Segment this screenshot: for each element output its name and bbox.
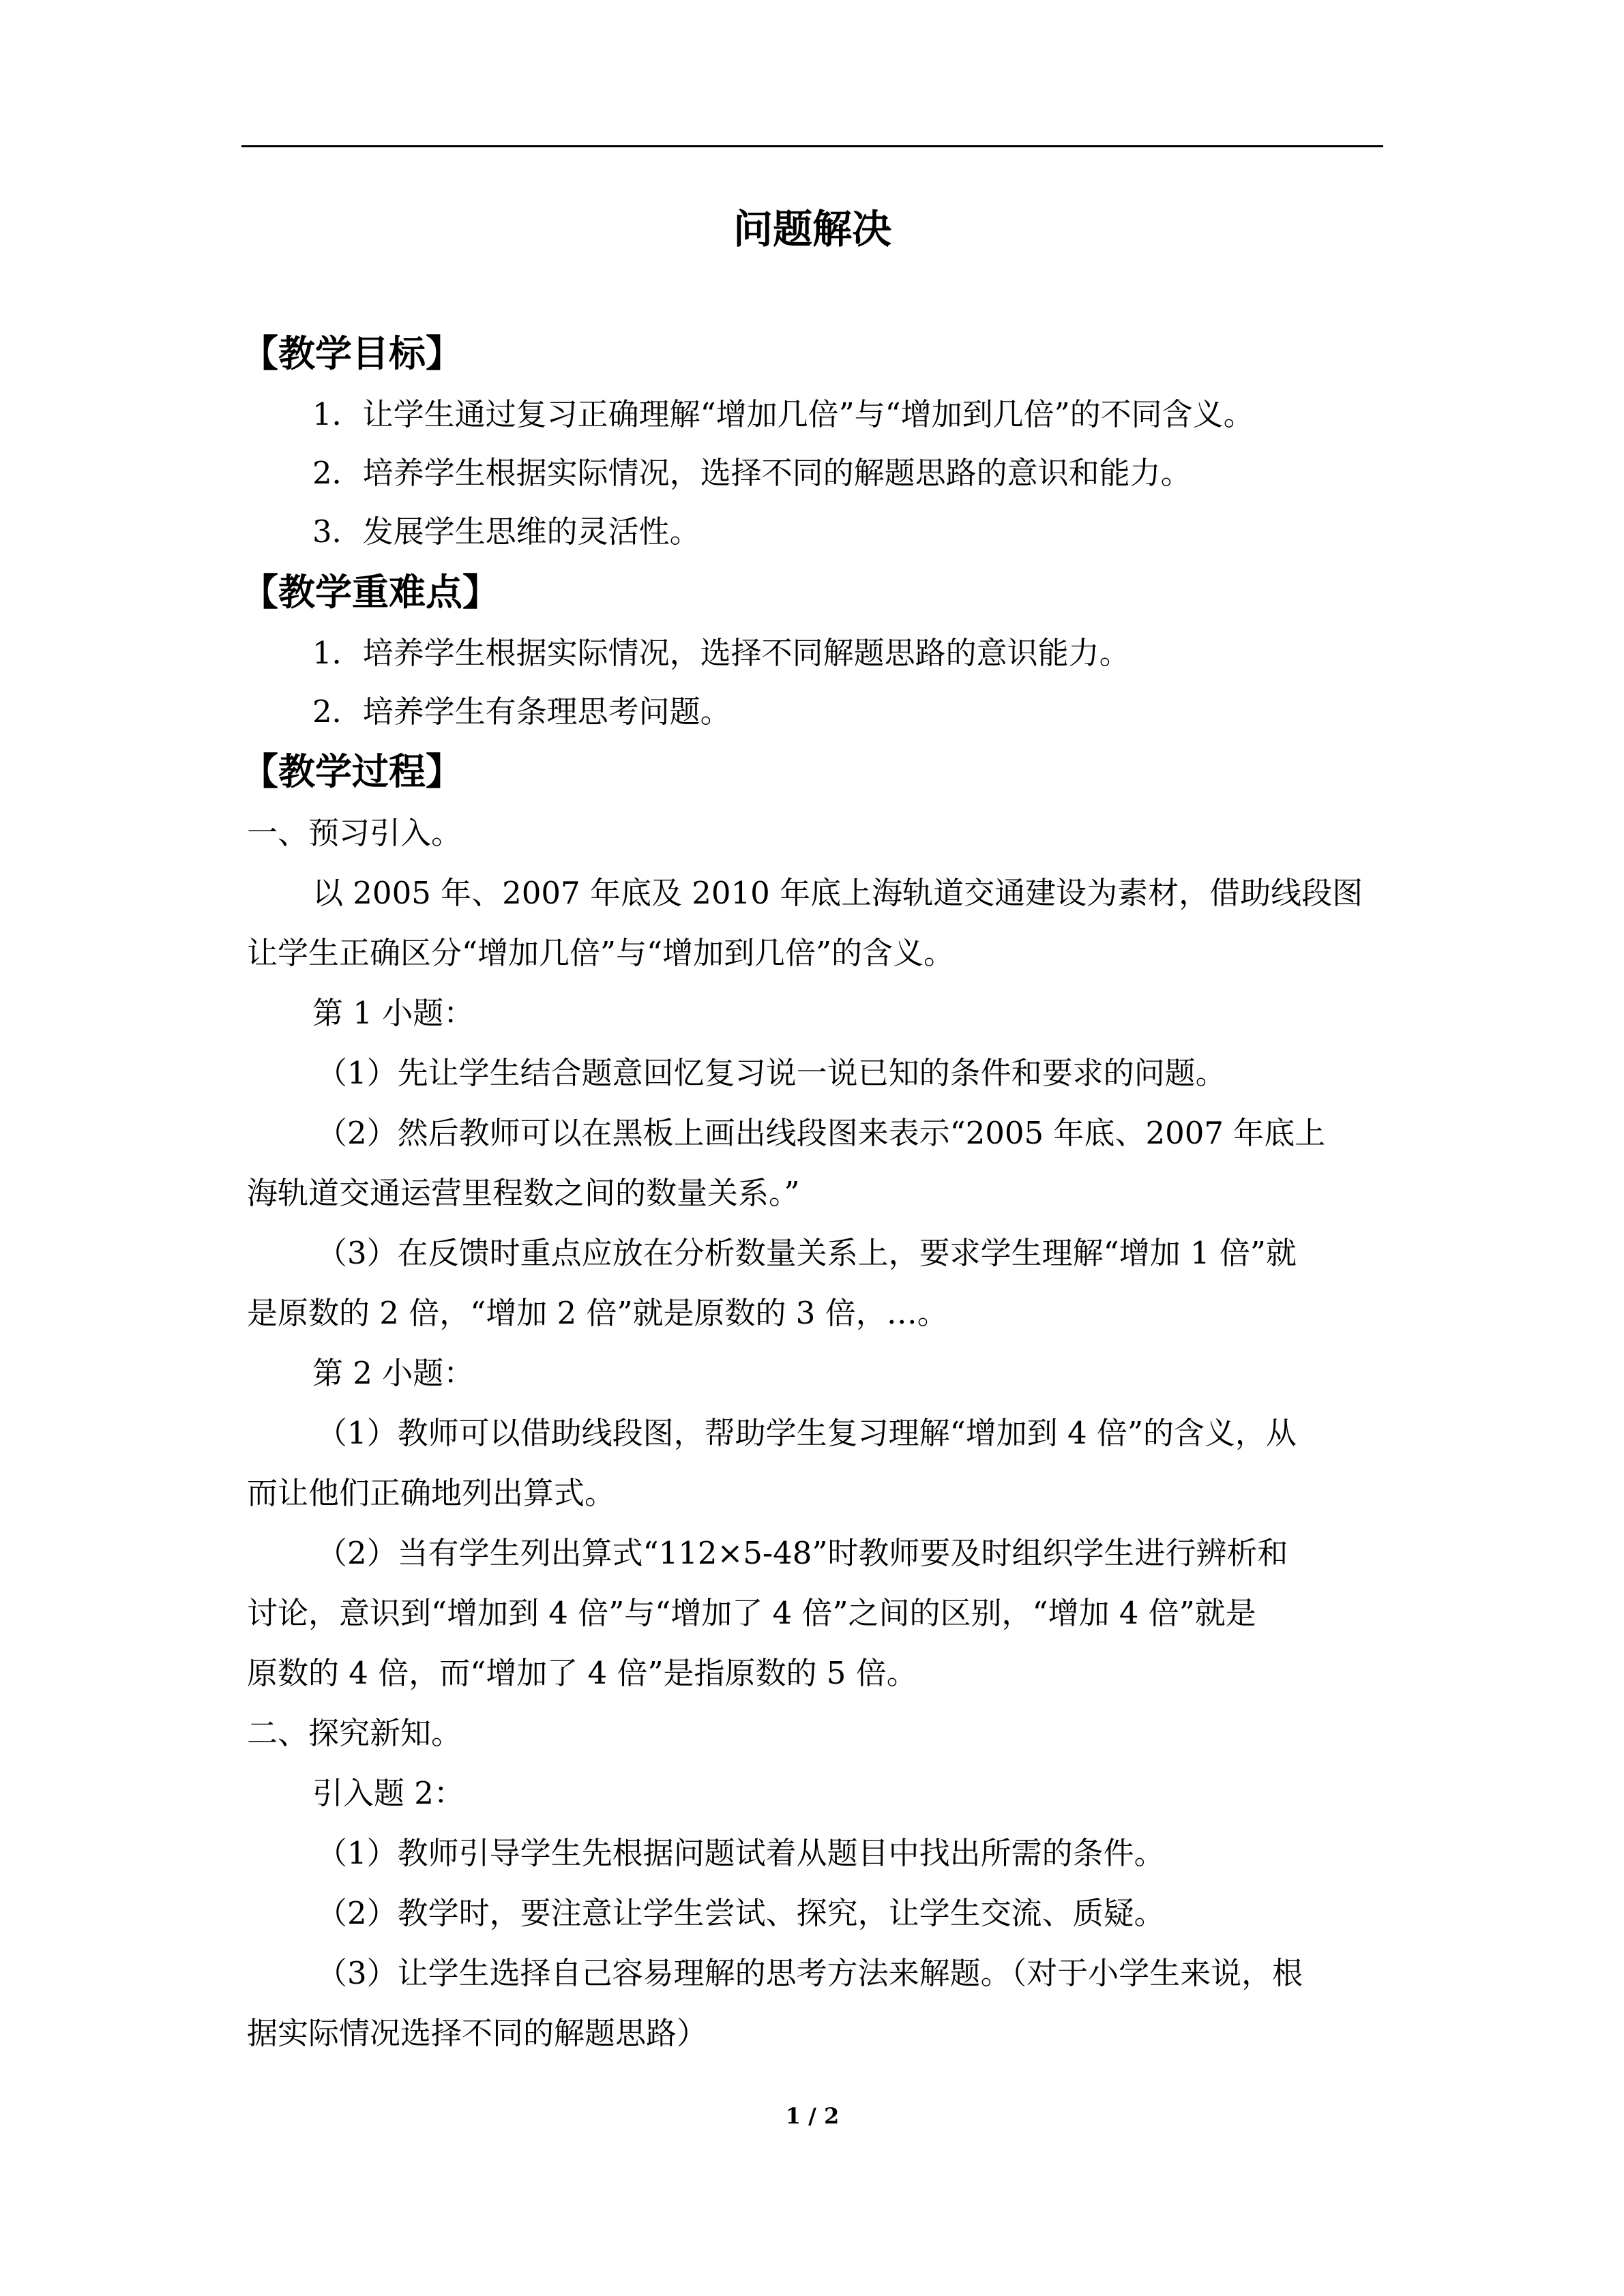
section-heading-key-points: 【教学重难点】 xyxy=(241,571,499,614)
process-line: 以 2005 年、2007 年底及 2010 年底上海轨道交通建设为素材，借助线段图 xyxy=(312,875,1363,911)
process-line: （2）然后教师可以在黑板上画出线段图来表示“2005 年底、2007 年底上 xyxy=(316,1115,1326,1151)
process-line: （2）教学时，要注意让学生尝试、探究，让学生交流、质疑。 xyxy=(316,1895,1165,1931)
objective-item: 3．发展学生思维的灵活性。 xyxy=(312,513,700,550)
section-heading-process: 【教学过程】 xyxy=(241,750,462,793)
process-line: 一、预习引入。 xyxy=(247,815,462,851)
process-line: 第 2 小题： xyxy=(312,1355,475,1391)
document-title: 问题解决 xyxy=(733,206,891,252)
process-line: （3）让学生选择自己容易理解的思考方法来解题。（对于小学生来说，根 xyxy=(316,1955,1303,1991)
process-line: 引入题 2： xyxy=(312,1775,464,1811)
header-rule xyxy=(241,145,1383,147)
objective-item: 2．培养学生根据实际情况，选择不同的解题思路的意识和能力。 xyxy=(312,455,1192,491)
process-line: 海轨道交通运营里程数之间的数量关系。” xyxy=(247,1175,800,1211)
page-number: 1 / 2 xyxy=(785,2103,840,2129)
process-line: 原数的 4 倍，而“增加了 4 倍”是指原数的 5 倍。 xyxy=(247,1655,917,1691)
process-line: 第 1 小题： xyxy=(312,995,475,1031)
key-point-item: 2．培养学生有条理思考问题。 xyxy=(312,694,731,730)
process-line: （1）教师可以借助线段图，帮助学生复习理解“增加到 4 倍”的含义，从 xyxy=(316,1415,1297,1451)
process-line: 二、探究新知。 xyxy=(247,1715,462,1751)
section-heading-objectives: 【教学目标】 xyxy=(241,332,462,375)
key-point-item: 1．培养学生根据实际情况，选择不同解题思路的意识能力。 xyxy=(312,635,1130,671)
process-line: 是原数的 2 倍，“增加 2 倍”就是原数的 3 倍，…。 xyxy=(247,1295,948,1331)
objective-item: 1．让学生通过复习正确理解“增加几倍”与“增加到几倍”的不同含义。 xyxy=(312,396,1254,432)
process-line: 据实际情况选择不同的解题思路） xyxy=(247,2015,708,2051)
process-line: （1）先让学生结合题意回忆复习说一说已知的条件和要求的问题。 xyxy=(316,1055,1226,1091)
process-line: （1）教师引导学生先根据问题试着从题目中找出所需的条件。 xyxy=(316,1835,1165,1871)
process-line: （3）在反馈时重点应放在分析数量关系上，要求学生理解“增加 1 倍”就 xyxy=(316,1235,1297,1271)
process-line: 讨论，意识到“增加到 4 倍”与“增加了 4 倍”之间的区别，“增加 4 倍”就是 xyxy=(247,1595,1256,1631)
process-line: 而让他们正确地列出算式。 xyxy=(247,1475,616,1511)
process-line: 让学生正确区分“增加几倍”与“增加到几倍”的含义。 xyxy=(247,935,955,971)
process-line: （2）当有学生列出算式“112×5-48”时教师要及时组织学生进行辨析和 xyxy=(316,1535,1288,1571)
